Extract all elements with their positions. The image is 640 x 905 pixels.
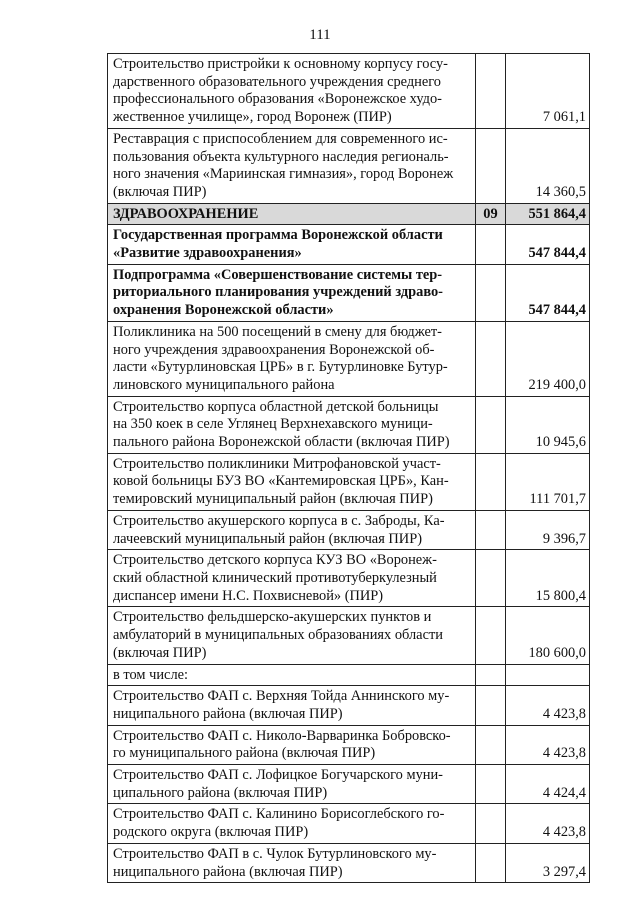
row-amount: 219 400,0 <box>506 321 590 396</box>
row-description <box>108 686 476 725</box>
row-amount: 3 297,4 <box>506 843 590 882</box>
row-amount: 4 423,8 <box>506 725 590 764</box>
table-row <box>108 765 590 804</box>
row-amount: 9 396,7 <box>506 510 590 549</box>
description-line: профессионального образования «Воронежское худо- <box>113 91 442 108</box>
row-section-code <box>476 765 506 804</box>
description-line: лачеевский муниципальный район (включая ПИР) <box>113 530 422 547</box>
description-line: Строительство детского корпуса КУЗ ВО «Воронеж- <box>113 552 437 569</box>
row-amount: 551 864,4 <box>506 203 590 225</box>
description-line: охранения Воронежской области» <box>113 302 334 319</box>
row-description <box>108 54 476 129</box>
row-section-code <box>476 510 506 549</box>
row-section-code <box>476 804 506 843</box>
description-line: ципального района (включая ПИР) <box>113 784 328 801</box>
row-description <box>108 804 476 843</box>
description-line: дарственного образовательного учреждения среднего <box>113 73 441 90</box>
description-line: Строительство ФАП с. Верхняя Тойда Аннинского му- <box>113 688 450 705</box>
row-section-code <box>476 725 506 764</box>
description-line: Поликлиника на 500 посещений в смену для бюджет- <box>113 323 442 340</box>
description-line: пользования объекта культурного наследия региональ- <box>113 148 449 165</box>
description-line: в том числе: <box>113 666 189 683</box>
row-section-code <box>476 607 506 664</box>
row-section-code <box>476 550 506 607</box>
description-line: Государственная программа Воронежской области <box>113 227 443 244</box>
row-amount: 7 061,1 <box>506 54 590 129</box>
description-line: родского округа (включая ПИР) <box>113 824 309 841</box>
table-row <box>108 54 590 129</box>
row-amount: 4 424,4 <box>506 765 590 804</box>
description-line: Строительство акушерского корпуса в с. Заброды, Ка- <box>113 512 445 529</box>
row-description <box>108 550 476 607</box>
table-row <box>108 264 590 321</box>
row-amount: 4 423,8 <box>506 804 590 843</box>
row-description <box>108 510 476 549</box>
description-line: Строительство корпуса областной детской больницы <box>113 398 439 415</box>
table-row <box>108 510 590 549</box>
row-section-code <box>476 686 506 725</box>
row-description <box>108 128 476 203</box>
description-line: Строительство ФАП с. Калинино Борисоглебского го- <box>113 806 445 823</box>
description-line: ЗДРАВООХРАНЕНИЕ <box>113 205 259 222</box>
table-row <box>108 550 590 607</box>
row-description <box>108 664 476 686</box>
row-section-code <box>476 453 506 510</box>
section-row <box>108 203 590 225</box>
row-description <box>108 607 476 664</box>
description-line: Строительство пристройки к основному корпусу госу- <box>113 56 448 72</box>
row-section-code <box>476 843 506 882</box>
description-line: темировский муниципальный район (включая ПИР) <box>113 491 433 508</box>
description-line: ного значения «Мариинская гимназия», город Воронеж <box>113 166 454 183</box>
row-section-code <box>476 225 506 264</box>
row-amount: 14 360,5 <box>506 128 590 203</box>
row-amount: 180 600,0 <box>506 607 590 664</box>
description-line: Строительство ФАП с. Лофицкое Богучарского муни- <box>113 767 443 784</box>
row-description <box>108 264 476 321</box>
row-description <box>108 203 476 225</box>
table-row <box>108 396 590 453</box>
row-section-code <box>476 54 506 129</box>
table-row <box>108 321 590 396</box>
row-description <box>108 453 476 510</box>
page-number: 111 <box>309 27 331 43</box>
row-amount: 4 423,8 <box>506 686 590 725</box>
table-row <box>108 804 590 843</box>
row-section-code <box>476 396 506 453</box>
row-section-code <box>476 128 506 203</box>
row-description <box>108 843 476 882</box>
table-row <box>108 725 590 764</box>
budget-table <box>107 53 590 883</box>
table-row <box>108 843 590 882</box>
row-section-code <box>476 264 506 321</box>
row-section-code <box>476 664 506 686</box>
description-line: риториального планирования учреждений здраво- <box>113 284 443 301</box>
description-line: Строительство ФАП с. Николо-Варваринка Бобровско- <box>113 727 451 744</box>
row-description <box>108 396 476 453</box>
description-line: на 350 коек в селе Углянец Верхнехавского муници- <box>113 416 433 433</box>
description-line: ного учреждения здравоохранения Воронежской об- <box>113 341 435 358</box>
description-line: ласти «Бутурлиновская ЦРБ» в г. Бутурлиновке Бутур- <box>113 359 448 376</box>
description-line: линовского муниципального района <box>113 376 335 393</box>
description-line: ниципального района (включая ПИР) <box>113 863 343 880</box>
table-row <box>108 664 590 686</box>
description-line: амбулаторий в муниципальных образованиях области <box>113 627 443 644</box>
description-line: Строительство фельдшерско-акушерских пунктов и <box>113 609 432 626</box>
table-row <box>108 453 590 510</box>
table-row <box>108 128 590 203</box>
table-row <box>108 225 590 264</box>
row-description <box>108 225 476 264</box>
description-line: ковой больницы БУЗ ВО «Кантемировская ЦРБ», Кан- <box>113 473 449 490</box>
description-line: «Развитие здравоохранения» <box>113 245 302 262</box>
row-amount <box>506 664 590 686</box>
description-line: (включая ПИР) <box>113 183 207 200</box>
description-line: пального района Воронежской области (включая ПИР) <box>113 434 450 451</box>
row-amount: 15 800,4 <box>506 550 590 607</box>
row-amount: 547 844,4 <box>506 225 590 264</box>
description-line: го муниципального района (включая ПИР) <box>113 745 376 762</box>
description-line: Строительство поликлиники Митрофановской участ- <box>113 455 441 472</box>
budget-table-body <box>108 54 590 883</box>
row-description <box>108 765 476 804</box>
description-line: Подпрограмма «Совершенствование системы тер- <box>113 266 443 283</box>
description-line: Строительство ФАП в с. Чулок Бутурлиновского му- <box>113 845 437 862</box>
description-line: ниципального района (включая ПИР) <box>113 705 343 722</box>
row-section-code: 09 <box>476 203 506 225</box>
description-line: жественное училище», город Воронеж (ПИР) <box>113 109 392 126</box>
description-line: диспансер имени Н.С. Похвисневой» (ПИР) <box>113 587 384 604</box>
row-section-code <box>476 321 506 396</box>
row-amount: 547 844,4 <box>506 264 590 321</box>
description-line: (включая ПИР) <box>113 644 207 661</box>
description-line: Реставрация с приспособлением для современного ис- <box>113 130 448 147</box>
row-description <box>108 725 476 764</box>
table-row <box>108 686 590 725</box>
row-amount: 10 945,6 <box>506 396 590 453</box>
row-amount: 111 701,7 <box>506 453 590 510</box>
table-row <box>108 607 590 664</box>
description-line: ский областной клинический противотуберкулезный <box>113 569 437 586</box>
row-description <box>108 321 476 396</box>
